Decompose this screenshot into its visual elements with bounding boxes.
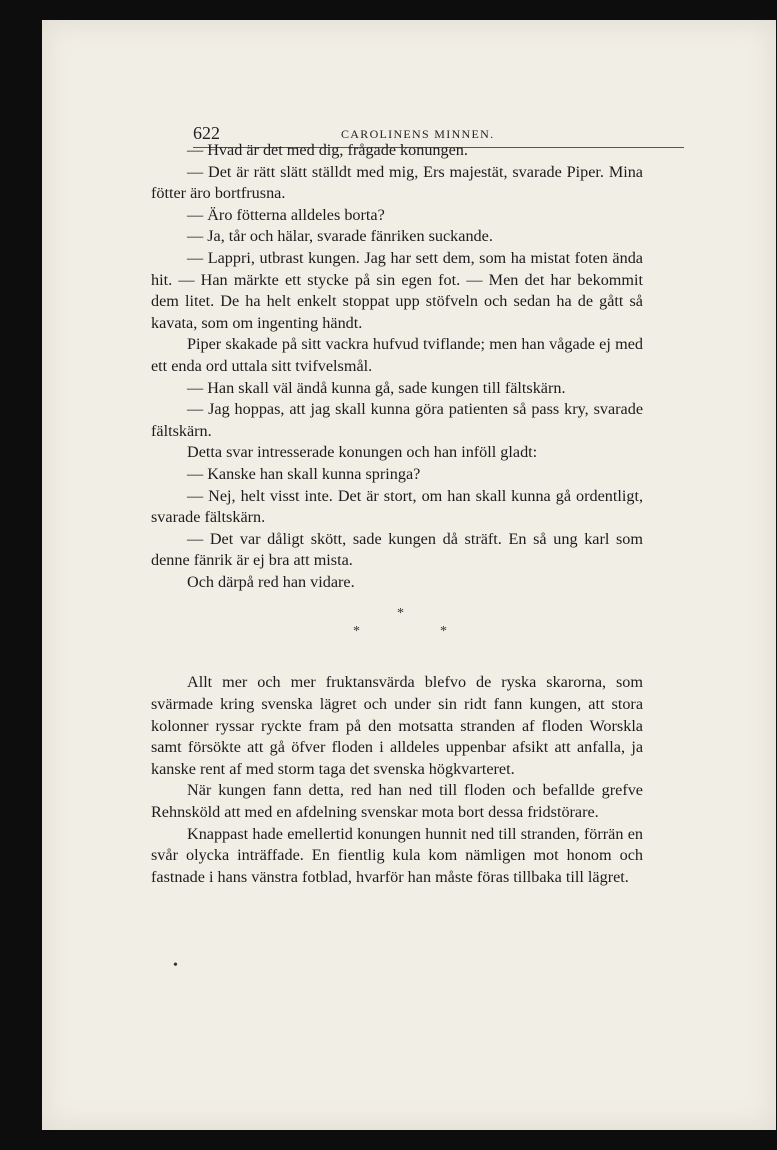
page-number: 622 — [193, 123, 220, 143]
paragraph: — Hvad är det med dig, frågade konungen. — [187, 141, 468, 159]
paragraph: — Kanske han skall kunna springa? — [187, 464, 421, 483]
separator-star: * — [440, 624, 447, 640]
margin-mark: • — [173, 958, 178, 973]
separator-star: * — [397, 606, 404, 622]
body-text — [151, 140, 643, 888]
paragraph: Och därpå red han vidare. — [187, 572, 355, 591]
paragraph: Allt mer och mer fruktansvärda blefvo de ryska skarorna, som svärmade kring svenska lägret och under sin ridt fann kungen, att stora kolonner ryssar ryckte fram på den motsatta stranden af floden Worskla samt försökte att gå öfver floden i alldeles uppenbar afsikt att anfalla, ja kanske rent af med storm taga det svenska högkvarteret. — [151, 673, 643, 778]
paragraph: När kungen fann detta, red han ned till floden och befallde grefve Rehnsköld att med en afdelning svenskar mota bort dessa fridstörare. — [151, 781, 643, 822]
paragraph: — Det är rätt slätt ställdt med mig, Ers majestät, svarade Piper. Mina fötter äro bortfrusna. — [151, 162, 643, 203]
paragraph: — Jag hoppas, att jag skall kunna göra patienten så pass kry, svarade fältskärn. — [151, 400, 643, 440]
section-separator — [151, 603, 643, 647]
paragraph: Detta svar intresserade konungen och han inföll gladt: — [187, 443, 538, 462]
separator-star: * — [353, 624, 360, 640]
paragraph: — Nej, helt visst inte. Det är stort, om han skall kunna gå ordentligt, svarade fältskärn. — [151, 486, 643, 527]
paragraph: Knappast hade emellertid konungen hunnit ned till stranden, förrän en svår olycka inträffade. En fientlig kula kom nämligen mot honom och fastnade i hans vänstra fotblad, hvarför han måste föras tillbaka till lägret. — [151, 824, 643, 886]
paragraph: — Äro fötterna alldeles borta? — [187, 205, 385, 224]
paragraph: — Ja, tår och hälar, svarade fänriken suckande. — [187, 227, 493, 246]
paragraph: — Han skall väl ändå kunna gå, sade kungen till fältskärn. — [187, 378, 566, 397]
paragraph: — Det var dåligt skött, sade kungen då sträft. En så ung karl som denne fänrik är ej bra att mista. — [151, 529, 643, 570]
paragraph: — Lappri, utbrast kungen. Jag har sett dem, som ha mistat foten ända hit. — Han märkte ett stycke på sin egen fot. — Men det har bekommit dem litet. De ha helt enkelt stoppat upp stöfveln och sedan ha de gått så kavata, som om ingenting händt. — [151, 248, 643, 332]
paragraph: Piper skakade på sitt vackra hufvud tviflande; men han vågade ej med ett enda ord uttala sitt tvifvelsmål. — [151, 335, 643, 375]
running-title: CAROLINENS MINNEN. — [341, 127, 495, 141]
